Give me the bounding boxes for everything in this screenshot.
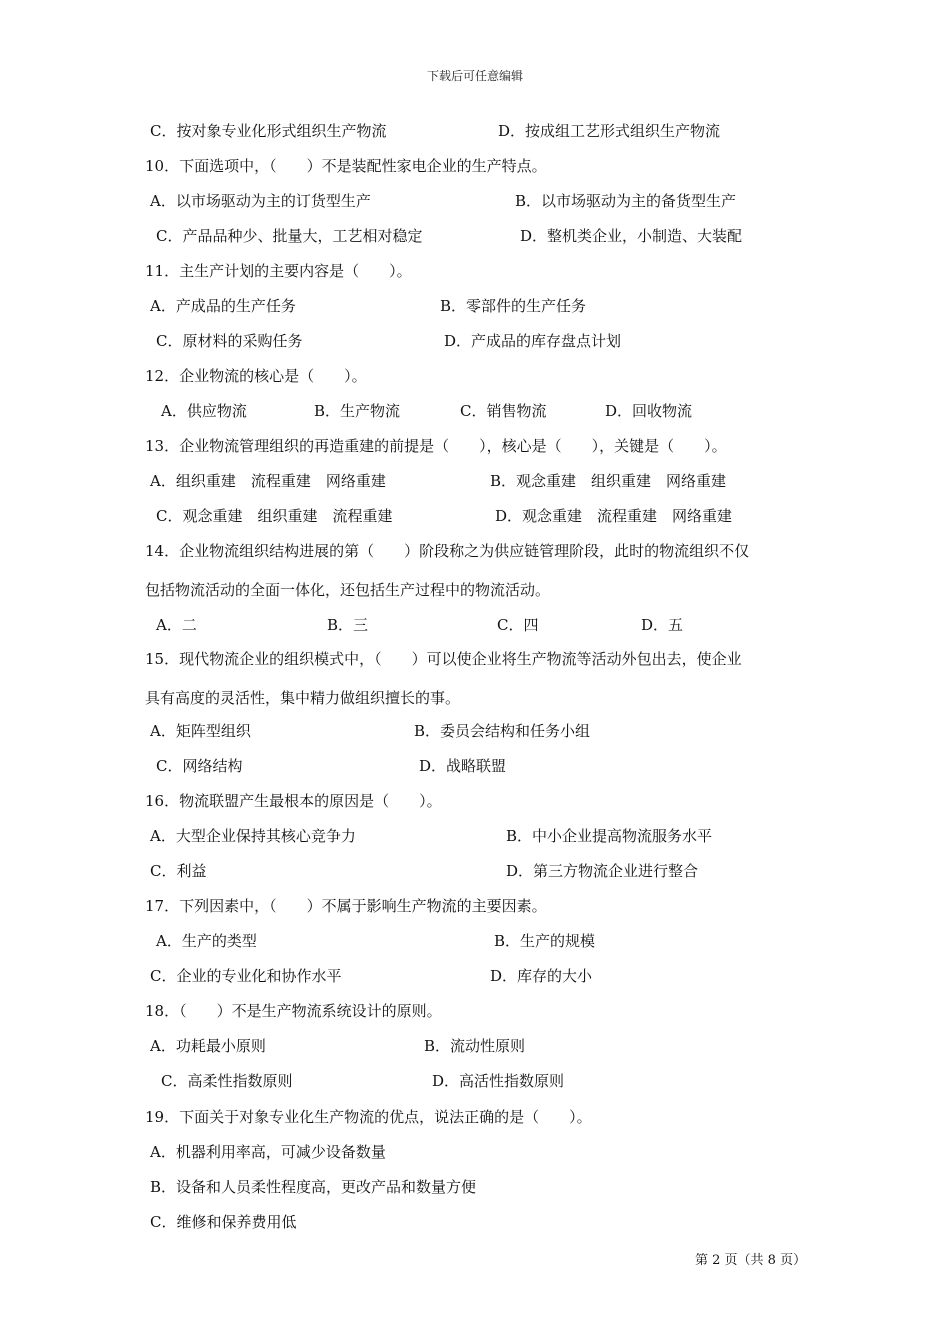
question-text: 10．下面选项中，（ ）不是装配性家电企业的生产特点。 — [145, 157, 547, 175]
option-text: A．组织重建 流程重建 网络重建 — [150, 472, 386, 490]
option-text: B．生产的规模 — [494, 932, 596, 950]
option-text: D．观念重建 流程重建 网络重建 — [495, 507, 733, 525]
question-text: 15．现代物流企业的组织模式中，（ ）可以使企业将生产物流等活动外包出去，使企业 — [145, 650, 742, 668]
option-text: B．中小企业提高物流服务水平 — [506, 827, 713, 845]
option-text: C．企业的专业化和协作水平 — [150, 967, 342, 985]
question-text: 13．企业物流管理组织的再造重建的前提是（ ），核心是（ ），关键是（ ）。 — [145, 437, 727, 455]
option-text: D．产成品的库存盘点计划 — [444, 332, 622, 350]
option-text: B．生产物流 — [314, 402, 401, 420]
question-text: 12．企业物流的核心是（ ）。 — [145, 367, 367, 385]
page-header-note: 下载后可任意编辑 — [426, 69, 523, 83]
option-text: C．利益 — [150, 862, 207, 880]
option-text: C．产品品种少、批量大，工艺相对稳定 — [156, 227, 423, 245]
option-text: A．供应物流 — [161, 402, 247, 420]
option-text: D．战略联盟 — [419, 757, 507, 775]
option-text: B．观念重建 组织重建 网络重建 — [490, 472, 727, 490]
option-text: C．观念重建 组织重建 流程重建 — [156, 507, 393, 525]
question-text: 14．企业物流组织结构进展的第（ ）阶段称之为供应链管理阶段，此时的物流组织不仅 — [145, 542, 750, 560]
option-text: D．高活性指数原则 — [432, 1072, 565, 1090]
question-text: A．机器利用率高，可减少设备数量 — [150, 1143, 386, 1161]
option-text: A．二 — [156, 616, 197, 634]
option-text: A．以市场驱动为主的订货型生产 — [150, 192, 371, 210]
option-text: C．高柔性指数原则 — [161, 1072, 293, 1090]
option-text: D．库存的大小 — [490, 967, 593, 985]
option-text: A．矩阵型组织 — [150, 722, 251, 740]
question-text: 11．主生产计划的主要内容是（ ）。 — [145, 262, 412, 280]
option-text: B．以市场驱动为主的备货型生产 — [515, 192, 737, 210]
question-text: 具有高度的灵活性，集中精力做组织擅长的事。 — [145, 689, 461, 707]
option-text: C．销售物流 — [460, 402, 547, 420]
option-text: B．委员会结构和任务小组 — [414, 722, 591, 740]
option-text: D．第三方物流企业进行整合 — [506, 862, 699, 880]
option-text: D．五 — [641, 616, 684, 634]
option-text: A．生产的类型 — [156, 932, 257, 950]
option-text: C．网络结构 — [156, 757, 243, 775]
question-text: C．维修和保养费用低 — [150, 1213, 297, 1231]
option-text: C．四 — [497, 616, 539, 634]
option-text: D．整机类企业，小制造、大装配 — [520, 227, 743, 245]
option-text: B．三 — [327, 616, 369, 634]
page-number: 第 2 页（共 8 页） — [695, 1253, 807, 1268]
option-text: A．功耗最小原则 — [150, 1037, 266, 1055]
option-text: D．按成组工艺形式组织生产物流 — [498, 122, 721, 140]
option-text: D．回收物流 — [605, 402, 693, 420]
option-text: C．原材料的采购任务 — [156, 332, 303, 350]
option-text: B．零部件的生产任务 — [440, 297, 587, 315]
question-text: 16．物流联盟产生最根本的原因是（ ）。 — [145, 792, 442, 810]
option-text: A．产成品的生产任务 — [150, 297, 296, 315]
question-text: 包括物流活动的全面一体化，还包括生产过程中的物流活动。 — [145, 581, 551, 599]
question-text: B．设备和人员柔性程度高，更改产品和数量方便 — [150, 1178, 477, 1196]
option-text: B．流动性原则 — [424, 1037, 526, 1055]
question-text: 18．（ ）不是生产物流系统设计的原则。 — [145, 1002, 442, 1020]
option-text: C．按对象专业化形式组织生产物流 — [150, 122, 387, 140]
option-text: A．大型企业保持其核心竞争力 — [150, 827, 356, 845]
question-text: 17．下列因素中，（ ）不属于影响生产物流的主要因素。 — [145, 897, 547, 915]
question-text: 19．下面关于对象专业化生产物流的优点，说法正确的是（ ）。 — [145, 1108, 592, 1126]
